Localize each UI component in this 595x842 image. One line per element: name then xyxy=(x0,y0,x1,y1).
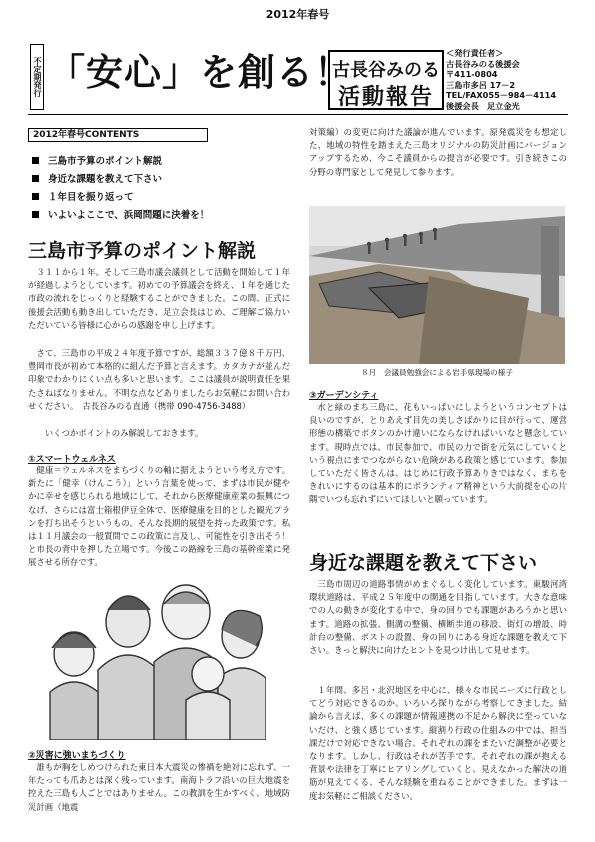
garden-city-text: 水と緑のまち三島に、花もいっぱいにしようというコンセプトは良いのですが、とりあえず目先の美しさばかりに目が行って、運営形態の構築でボタンのかけ違いにならなければいいなと懸念しています。現時点では、市民参加で、市民の力で街を元気にしていくという視点にまでつながらない危険がある政策と感じています。参加していただく皆さんは、はじめに行政予算ありきではなく、まちをきれいにするのは基本的にボランティア精神という大前提を心の片隅でいつも忘れずにいてほしいと願っています。 xyxy=(309,402,567,505)
activity-report-box xyxy=(328,50,444,110)
bullet-icon xyxy=(32,175,39,182)
report-title: 活動報告 xyxy=(337,85,434,110)
publisher-line: 〒411-0804 xyxy=(446,69,498,80)
header-divider xyxy=(28,114,568,115)
publisher-line: TEL/FAX055－984－4114 xyxy=(446,90,557,101)
issues-paragraph-1: 三島市周辺の道路事情がめまぐるしく変化しています。東駿河湾環状道路は、平成２５年度中の開通を目指しています。大きな意味での人の動きが変化する中で、身の回りでも課題があろうかと思います。道路の拡張、側溝の整備、横断歩道の移設、街灯の増設、時計台の整備、ポストの設置、身の回りにある身近な課題を教えて下さい。きっと解決に向けたヒントを見つけ出して見せます。 xyxy=(309,579,567,656)
bullet-icon xyxy=(32,193,39,200)
issue-label: 2012年春号 xyxy=(265,8,330,21)
contents-item xyxy=(32,207,209,225)
damaged-bridge-image xyxy=(309,206,565,364)
budget-paragraph-2: さて、三島市の平成２４年度予算ですが、総額３３７億８千万円、豊岡市長が初めて本格的に組んだ予算と言えます。カタカナが並んだ印象でわかりにくい点も多いと思います。ここは議員が説明責任を果たさねばなりません。不明な点などありましたらお気軽にお問い合わせください。 古長谷みのる直通（携帯 090-4756-3488） xyxy=(28,348,290,411)
contents-item xyxy=(32,171,209,189)
bullet-icon xyxy=(32,157,39,164)
garden-city-heading: ③ガーデンシティ xyxy=(309,391,379,401)
budget-paragraph-1: ３１１から１年。そして三島市議会議員として活動を開始して１年が経過しようとしています。初めての予算議会を終え、１年を通じた市政の流れをじっくりと経験することができました。この間、正式に後援会活動も動き出していただき、足立会長はじめ、ご理解ご協力いただいている皆様に心からの感謝を申し上げます。 xyxy=(28,267,290,330)
photo-caption: ８月 会議員勉強会による岩手県現場の様子 xyxy=(361,368,513,377)
contents-item-label: いよいよここで、浜岡問題に決着を！ xyxy=(48,210,210,221)
contents-item-label: １年目を振り返って xyxy=(48,192,134,203)
disaster-heading: ②災害に強いまちづくり xyxy=(28,751,126,761)
disaster-continued-text: 対策編）の変更に向けた議論が進んでいます。原発震災をも想定した、地域の特性を踏まえた三島オリジナルの防災計画にバージョンアップするため、今こそ議員からの提言が必要です。引き続きこの分野の専門家として発見して参ります。 xyxy=(309,127,567,177)
publisher-line: 三島市多呂 17－2 xyxy=(446,79,516,90)
contents-item-label: 身近な課題を教えて下さい xyxy=(48,174,163,185)
issues-section-title: 身近な課題を教えて下さい xyxy=(309,552,538,574)
budget-paragraph-3: いくつかポイントのみ解説しておきます。 xyxy=(44,428,204,438)
contents-item xyxy=(32,189,209,207)
smart-wellness-text: 健康＝ウェルネスをまちづくりの軸に据えようという考え方です。新たに「健幸（けんこう）」という言葉を使って、まずは市民が健やかに幸せを感じられる地域にして、それから医療健康産業の振興につなげ、さらには富士箱根伊豆全体で、医療健康を目的とした観光プランを打ち出そうというもの。そんな長期的展望を持った政策です。私は１１月議会の一般質問でこの政策に言及し、可能性を引き出そう！と市長の背中を押した立場です。今後この路線を三島の基幹産業に発展させる所存です。 xyxy=(28,465,290,568)
report-name: 古長谷みのる xyxy=(332,60,440,81)
disaster-text: 誰もが胸をしめつけられた東日本大震災の惨禍を絶対に忘れず、一年たっても爪あとは深く残っています。南海トラフ沿いの巨大地震を控えた三島も人ごとではありません。この教訓を生かすべく、地域防災計画（地震 xyxy=(28,762,290,812)
publisher-line: 後援会長 足立金光 xyxy=(446,100,520,111)
smart-wellness-heading: ①スマートウェルネス xyxy=(28,455,116,465)
contents-item xyxy=(32,153,209,171)
contents-list xyxy=(32,153,209,225)
budget-section-title: 三島市予算のポイント解説 xyxy=(28,240,257,262)
main-title: 「安心」を創る！ xyxy=(48,50,352,94)
publisher-info xyxy=(446,48,556,112)
issues-paragraph-2: １年間、多呂・北沢地区を中心に、様々な市民ニーズに行政としてどう対応できるのか、いろいろ探りながら考察してきました。結論から言えば、多くの課題が情報連携の不足から解決に至っていないだけ、と強く感じています。縦割り行政の仕組みの中では、担当課だけで対応できない場合、それぞれの課をまたいだ調整が必要となります。しかし、行政はそれが苦手です。それぞれの課が抱える背景や法律を丁寧にヒアリングしていくと、見えなかった解決の道筋が見えてくる、そんな経験を重ねることができました。まずは一度お気軽にご相談ください。 xyxy=(309,685,567,801)
irregular-publication-label: 不定期発行 xyxy=(30,44,44,110)
publisher-line: ＜発行責任者＞ xyxy=(446,48,504,58)
contents-item-label: 三島市予算のポイント解説 xyxy=(48,156,163,167)
bullet-icon xyxy=(32,211,39,218)
disaster-site-photo xyxy=(309,206,565,364)
family-illustration xyxy=(36,570,266,740)
contents-heading: 2012年春号CONTENTS xyxy=(28,128,208,142)
publisher-line: 古長谷みのる後援会 xyxy=(446,58,520,69)
